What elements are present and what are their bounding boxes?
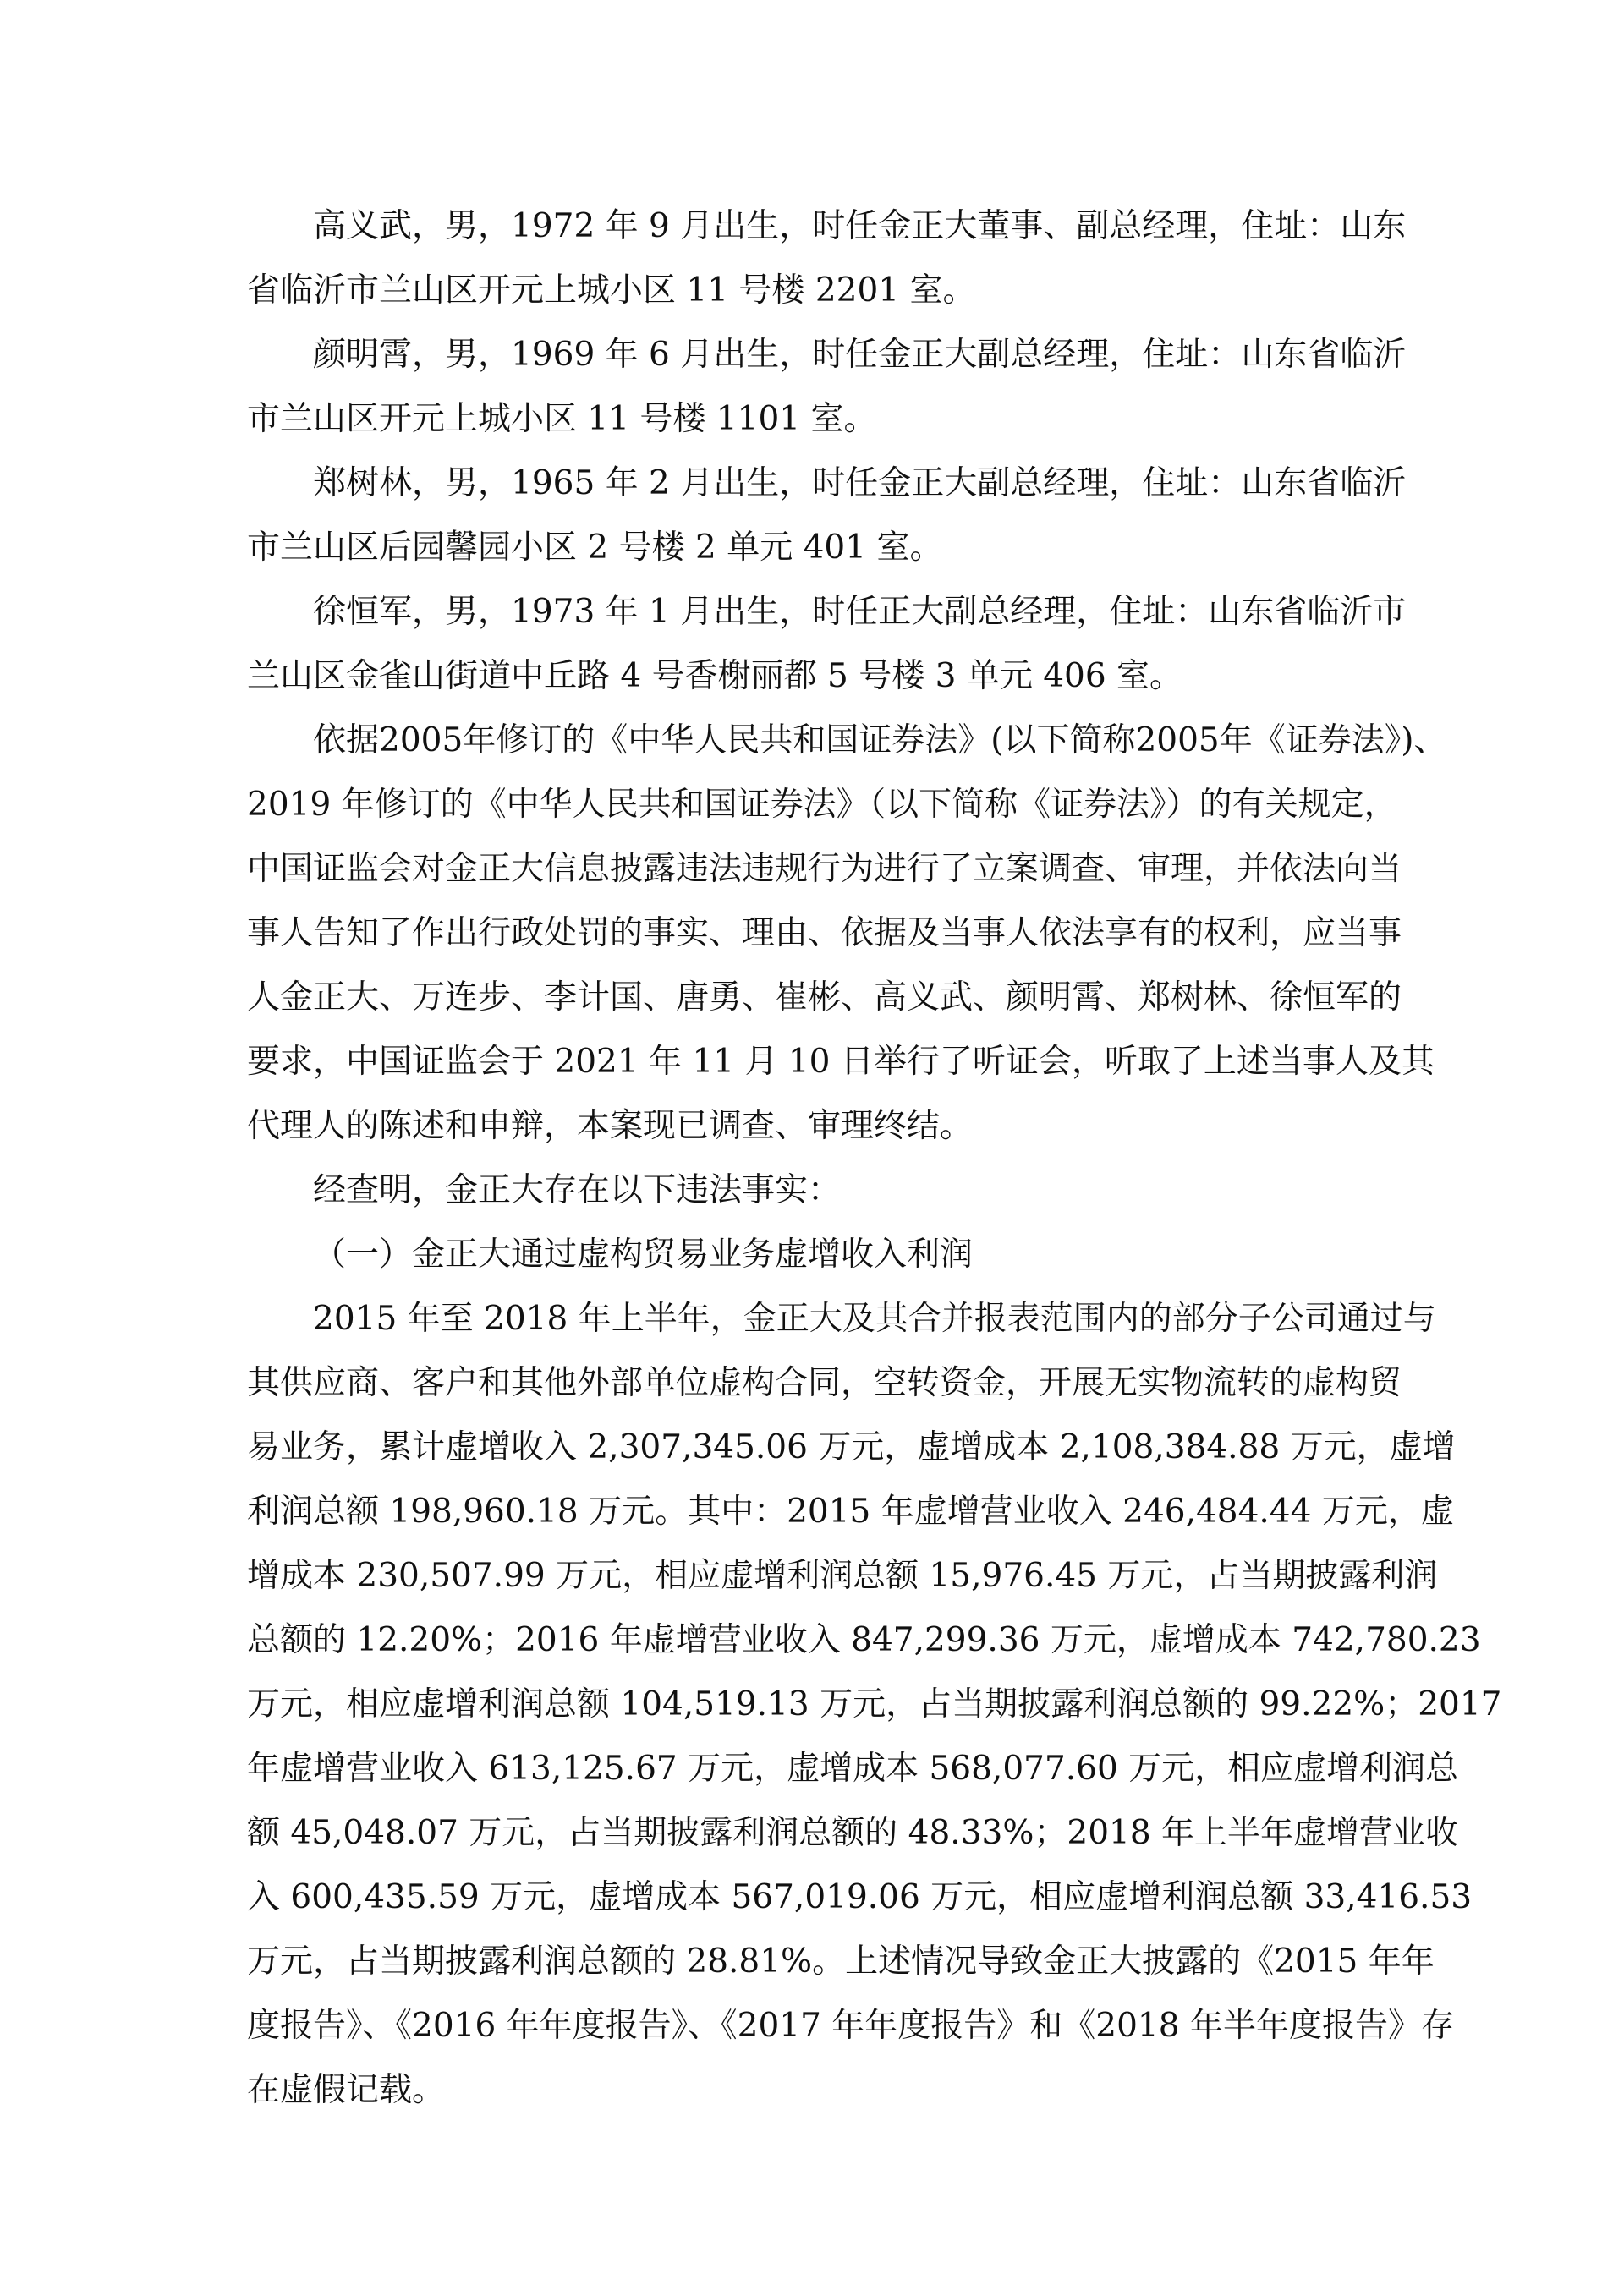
text-line: 代理人的陈述和申辩，本案现已调查、审理终结。 <box>247 1107 974 1145</box>
text-line: 省临沂市兰山区开元上城小区 11 号楼 2201 室。 <box>247 271 976 310</box>
text-line: 年虚增营业收入 613,125.67 万元，虚增成本 568,077.60 万元，相应虚增利润总 <box>247 1750 1459 1788</box>
text-line: 易业务，累计虚增收入 2,307,345.06 万元，虚增成本 2,108,384.88 万元，虚增 <box>247 1428 1456 1466</box>
text-line: 在虚假记载。 <box>247 2071 446 2109</box>
text-line: 颜明霄，男，1969 年 6 月出生，时任金正大副总经理，住址：山东省临沂 <box>313 336 1407 374</box>
text-line: 度报告》、《2016 年年度报告》、《2017 年年度报告》和《2018 年半年度报告》存 <box>247 2007 1454 2045</box>
text-line: 利润总额 198,960.18 万元。其中：2015 年虚增营业收入 246,484.44 万元，虚 <box>247 1493 1454 1531</box>
text-line: 郑树林，男，1965 年 2 月出生，时任金正大副总经理，住址：山东省临沂 <box>313 464 1407 502</box>
text-line: 总额的 12.20%；2016 年虚增营业收入 847,299.36 万元，虚增成本 742,780.23 <box>247 1621 1481 1659</box>
text-line: 高义武，男，1972 年 9 月出生，时任金正大董事、副总经理，住址：山东 <box>313 207 1407 245</box>
text-line: 2019 年修订的《中华人民共和国证券法》（以下简称《证券法》）的有关规定， <box>247 786 1397 824</box>
text-line: 徐恒军，男，1973 年 1 月出生，时任正大副总经理，住址：山东省临沂市 <box>313 593 1407 631</box>
text-line: 要求，中国证监会于 2021 年 11 月 10 日举行了听证会，听取了上述当事人及其 <box>247 1043 1435 1081</box>
text-line: 额 45,048.07 万元，占当期披露利润总额的 48.33%；2018 年上半年虚增营业收 <box>247 1814 1459 1852</box>
text-line: 事人告知了作出行政处罚的事实、理由、依据及当事人依法享有的权利，应当事 <box>247 914 1402 952</box>
text-line: 市兰山区后园馨园小区 2 号楼 2 单元 401 室。 <box>247 529 943 567</box>
text-line: 万元，占当期披露利润总额的 28.81%。上述情况导致金正大披露的《2015 年年 <box>247 1943 1435 1981</box>
text-line: 其供应商、客户和其他外部单位虚构合同，空转资金，开展无实物流转的虚构贸 <box>247 1364 1402 1402</box>
text-line: 入 600,435.59 万元，虚增成本 567,019.06 万元，相应虚增利润总额 33,416.53 <box>247 1878 1473 1916</box>
section-heading: （一）金正大通过虚构贸易业务虚增收入利润 <box>313 1236 974 1274</box>
text-line: 依据2005年修订的《中华人民共和国证券法》(以下简称2005年《证券法》)、 <box>313 721 1447 759</box>
text-line: 经查明，金正大存在以下违法事实： <box>313 1171 842 1209</box>
text-line: 2015 年至 2018 年上半年，金正大及其合并报表范围内的部分子公司通过与 <box>313 1300 1436 1338</box>
text-line: 中国证监会对金正大信息披露违法违规行为进行了立案调查、审理，并依法向当 <box>247 850 1402 888</box>
text-line: 兰山区金雀山街道中丘路 4 号香榭丽都 5 号楼 3 单元 406 室。 <box>247 657 1183 695</box>
text-line: 万元，相应虚增利润总额 104,519.13 万元，占当期披露利润总额的 99.22%；2017 <box>247 1685 1502 1723</box>
text-line: 增成本 230,507.99 万元，相应虚增利润总额 15,976.45 万元，占当期披露利润 <box>247 1557 1438 1595</box>
text-line: 人金正大、万连步、李计国、唐勇、崔彬、高义武、颜明霄、郑树林、徐恒军的 <box>247 978 1402 1016</box>
text-line: 市兰山区开元上城小区 11 号楼 1101 室。 <box>247 400 877 438</box>
